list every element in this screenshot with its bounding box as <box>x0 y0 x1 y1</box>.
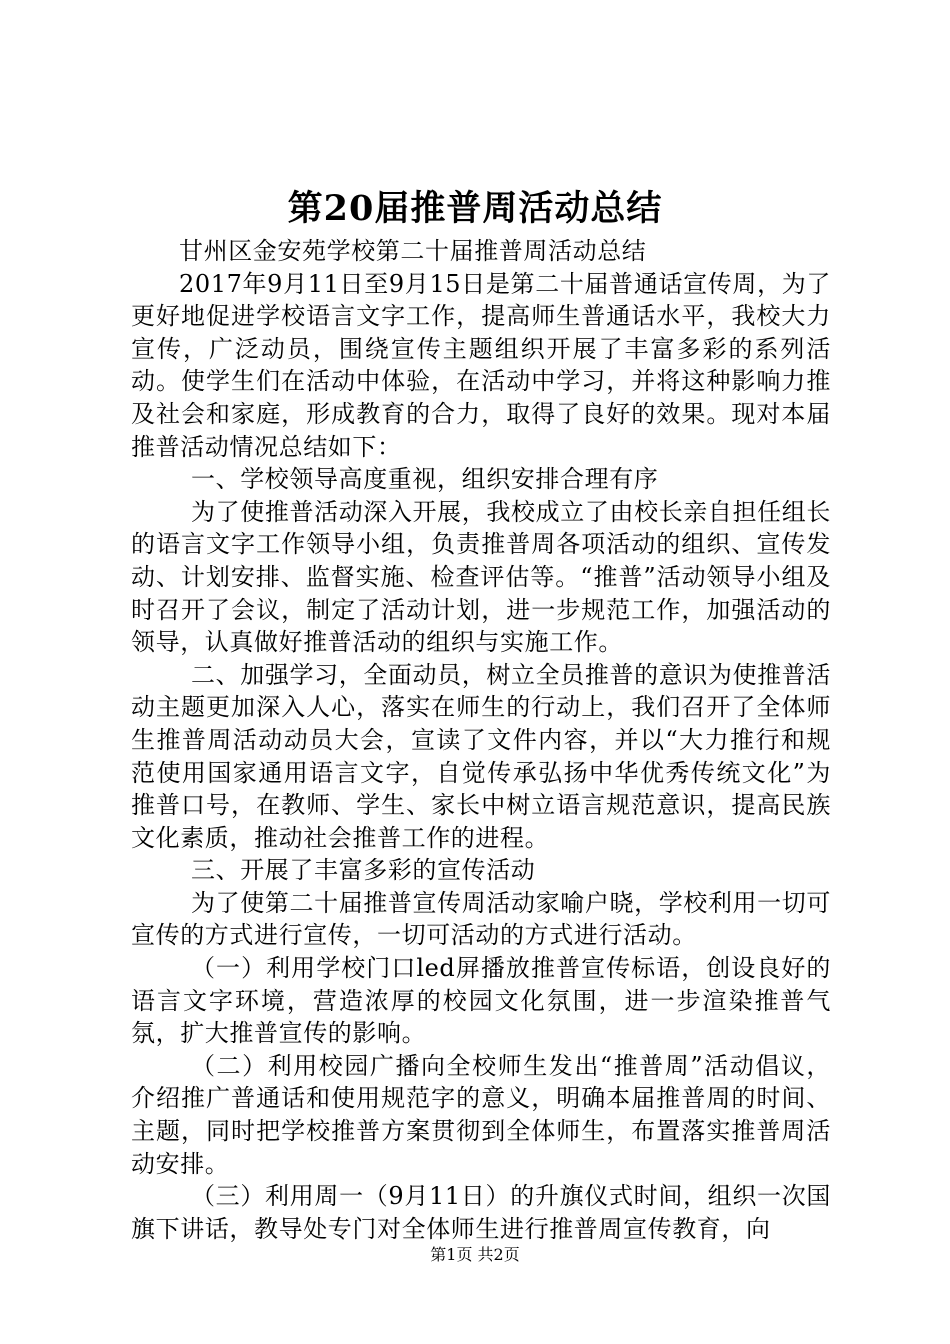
paragraph-intro: 2017年9月11日至9月15日是第二十届普通话宣传周，为了更好地促进学校语言文字工作，提高师生普通话水平，我校大力宣传，广泛动员，围绕宣传主题组织开展了丰富多彩的系列活动。使学生们在活动中体验，在活动中学习，并将这种影响力推及社会和家庭，形成教育的合力，取得了良好的效果。现对本届推普活动情况总结如下： <box>131 269 831 461</box>
document-body <box>131 235 831 1245</box>
paragraph-item-3: （三）利用周一（9月11日）的升旗仪式时间，组织一次国旗下讲话，教导处专门对全体师生进行推普周宣传教育，向 <box>131 1182 831 1243</box>
paragraph-item-1: （一）利用学校门口led屏播放推普宣传标语，创设良好的语言文字环境，营造浓厚的校园文化氛围，进一步渲染推普气氛，扩大推普宣传的影响。 <box>131 954 831 1048</box>
document-title: 第20届推普周活动总结 <box>287 188 663 229</box>
paragraph-subtitle: 甘州区金安苑学校第二十届推普周活动总结 <box>179 237 647 265</box>
section-heading-3: 三、开展了丰富多彩的宣传活动 <box>191 856 536 885</box>
paragraph-item-2: （二）利用校园广播向全校师生发出“推普周”活动倡议，介绍推广普通话和使用规范字的意义，明确本届推普周的时间、主题，同时把学校推普方案贯彻到全体师生，布置落实推普周活动安排。 <box>131 1051 831 1178</box>
section-heading-1: 一、学校领导高度重视，组织安排合理有序 <box>191 465 659 494</box>
paragraph-section-2: 二、加强学习，全面动员，树立全员推普的意识为使推普活动主题更加深入人心，落实在师生的行动上，我们召开了全体师生推普周活动动员大会，宣读了文件内容，并以“大力推行和规范使用国家通用语言文字，自觉传承弘扬中华优秀传统文化”为推普口号，在教师、学生、家长中树立语言规范意识，提高民族文化素质，推动社会推普工作的进程。 <box>131 660 831 852</box>
paragraph-section-3: 为了使第二十届推普宣传周活动家喻户晓，学校利用一切可宣传的方式进行宣传，一切可活动的方式进行活动。 <box>131 888 831 950</box>
page-number: 第1页 共2页 <box>430 1245 520 1264</box>
paragraph-section-1: 为了使推普活动深入开展，我校成立了由校长亲自担任组长的语言文字工作领导小组，负责推普周各项活动的组织、宣传发动、计划安排、监督实施、检查评估等。“推普”活动领导小组及时召开了会议，制定了活动计划，进一步规范工作，加强活动的领导，认真做好推普活动的组织与实施工作。 <box>131 497 831 657</box>
